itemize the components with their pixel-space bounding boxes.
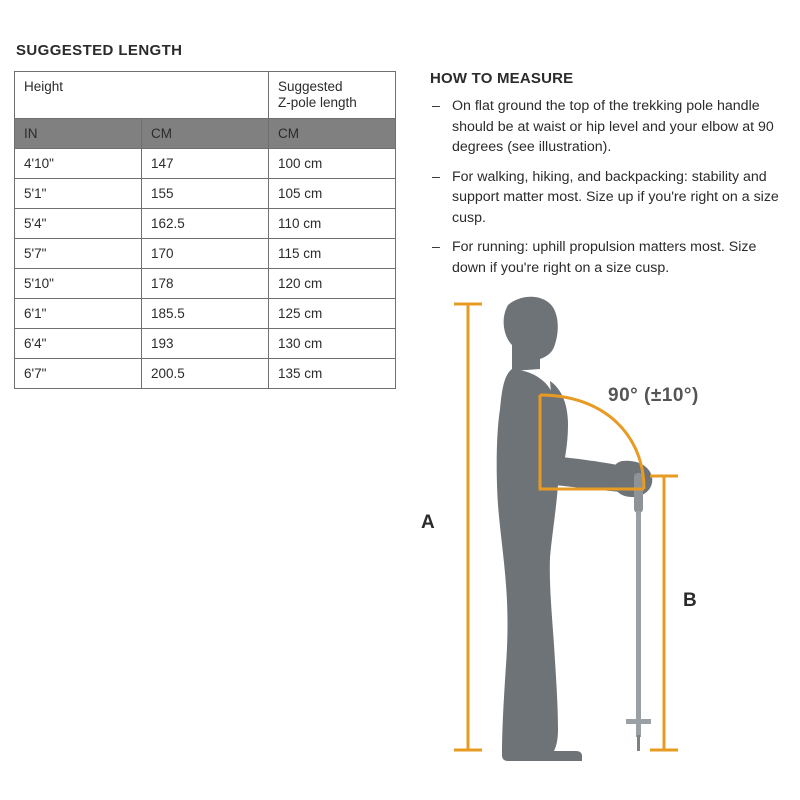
cell-height-in: 5'7" [15,239,142,269]
table-row [15,149,396,179]
bullet-dash: – [432,98,440,114]
measure-line-b [650,475,678,751]
table-units-row [15,119,396,149]
table-row [15,299,396,329]
cell-pole-cm: 115 cm [269,239,396,269]
unit-cm-height: CM [142,119,269,149]
list-item-text: On flat ground the top of the trekking pole handle should be at waist or hip level and your elbow at 90 degrees (see illustration). [452,98,774,155]
cell-height-in: 6'1" [15,299,142,329]
cell-pole-cm: 110 cm [269,209,396,239]
unit-in: IN [15,119,142,149]
trekking-pole [626,473,651,751]
size-chart-table [14,71,396,389]
cell-height-cm: 200.5 [142,359,269,389]
how-to-measure-list [430,96,790,278]
cell-height-cm: 147 [142,149,269,179]
list-item [430,167,790,229]
cell-height-in: 6'7" [15,359,142,389]
cell-pole-cm: 100 cm [269,149,396,179]
table-row [15,179,396,209]
cell-height-cm: 170 [142,239,269,269]
cell-height-cm: 178 [142,269,269,299]
cell-height-in: 4'10" [15,149,142,179]
bullet-dash: – [432,168,440,185]
header-pole-label: Suggested Z-pole length [278,79,357,110]
table-header-row [15,72,396,119]
label-b: B [683,590,697,611]
table-row [15,359,396,389]
list-item-text: For walking, hiking, and backpacking: stability and support matter most. Size up if you're right on a size cusp. [452,168,779,226]
suggested-length-section [14,42,396,389]
list-item [430,96,790,158]
list-item-text: For running: uphill propulsion matters most. Size down if you're right on a size cusp. [452,239,757,276]
suggested-length-title: SUGGESTED LENGTH [16,42,183,59]
list-item [430,237,790,278]
header-height-cell: Height [15,72,269,119]
table-row [15,269,396,299]
how-to-measure-title: HOW TO MEASURE [430,70,574,87]
cell-pole-cm: 105 cm [269,179,396,209]
cell-height-in: 5'1" [15,179,142,209]
hiker-silhouette [497,297,653,761]
measurement-illustration [400,285,800,785]
cell-height-cm: 162.5 [142,209,269,239]
label-a: A [421,512,435,533]
cell-pole-cm: 120 cm [269,269,396,299]
cell-height-in: 5'4" [15,209,142,239]
table-row [15,209,396,239]
angle-label: 90° (±10°) [608,385,699,406]
unit-cm-pole: CM [269,119,396,149]
illustration-svg [400,285,800,785]
cell-pole-cm: 130 cm [269,329,396,359]
cell-pole-cm: 125 cm [269,299,396,329]
cell-height-cm: 193 [142,329,269,359]
table-row [15,329,396,359]
how-to-measure-section [430,70,790,287]
bullet-dash: – [432,239,440,255]
cell-pole-cm: 135 cm [269,359,396,389]
header-pole-cell [269,72,396,119]
cell-height-in: 6'4" [15,329,142,359]
cell-height-cm: 185.5 [142,299,269,329]
measure-line-a [454,303,482,751]
table-row [15,239,396,269]
cell-height-in: 5'10" [15,269,142,299]
cell-height-cm: 155 [142,179,269,209]
